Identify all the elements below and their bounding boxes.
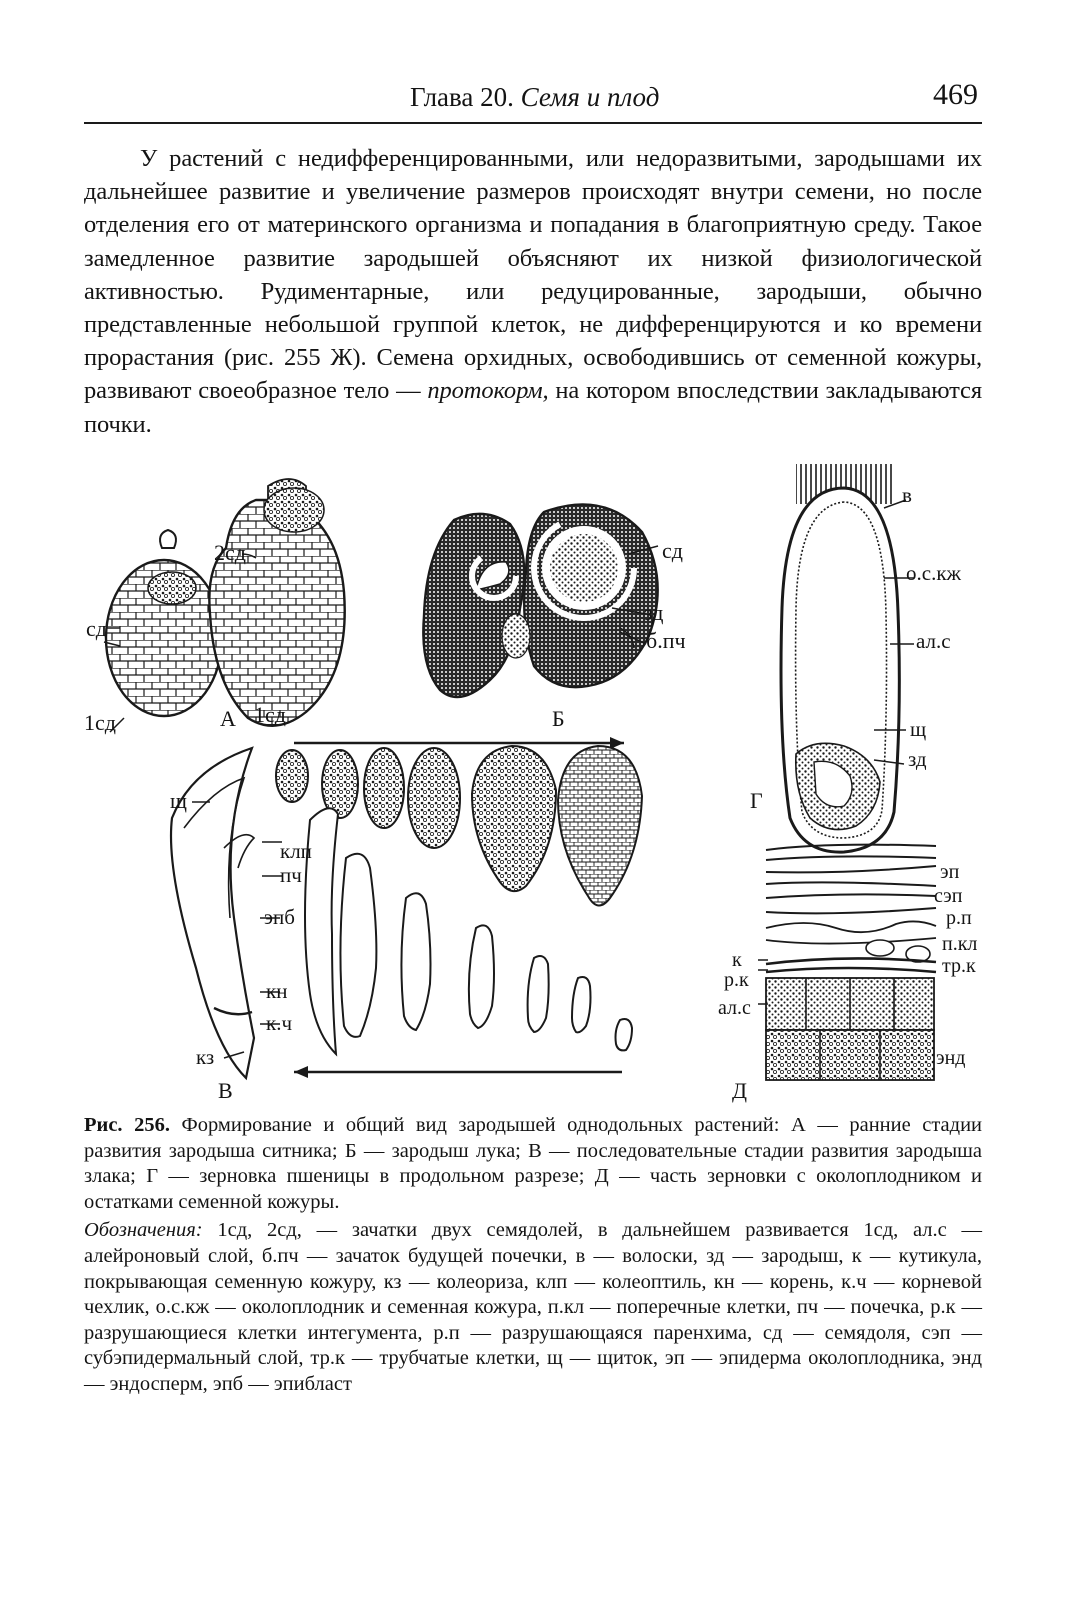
- chapter-title: Семя и плод: [520, 82, 660, 112]
- chapter-number: Глава 20.: [410, 82, 514, 112]
- label-v-epb: эпб: [264, 905, 295, 929]
- label-a-1sd-left: 1сд: [84, 710, 116, 735]
- label-a-2sd: 2сд: [214, 540, 246, 565]
- label-d-ep: эп: [940, 861, 960, 883]
- paragraph: [84, 142, 982, 441]
- label-d-als: ал.с: [718, 997, 751, 1019]
- paragraph-text-end: на котором впоследствии закладываются почки.: [84, 377, 982, 438]
- paragraph-text: У растений с недифференцированными, или недоразвитыми, зародышами их дальнейшее развитие и увеличение размеров происходят внутри семени, но после отделения его от материнского организма и попадания в благоприятную среду. Такое замедленное развитие зародышей объясняют их низкой физиологической активностью. Рудиментарные, или редуцированные, зародыши, обычно представленные небольшой группой клеток, не дифференцируются и ко времени прорастания (рис. 255 Ж). Семена орхидных, освободившись от семенной кожуры, развивают своеобразное тело —: [84, 145, 982, 405]
- running-header: [84, 74, 982, 124]
- label-g-als: ал.с: [916, 629, 951, 653]
- panel-d-drawing: [758, 845, 936, 1080]
- label-v-pch: пч: [280, 863, 302, 887]
- panel-label-a: А: [220, 706, 236, 731]
- panel-v-drawing: [171, 737, 642, 1078]
- label-d-end: энд: [936, 1047, 966, 1069]
- label-d-rp: р.п: [946, 907, 972, 929]
- label-a-sd: сд: [86, 616, 107, 641]
- page-number: 469: [933, 78, 978, 111]
- figure-256: [84, 458, 988, 1108]
- label-a-1sd-right: 1сд: [254, 702, 286, 727]
- legend-text: 1сд, 2сд, — зачатки двух семядолей, в дальнейшем развивается 1сд, ал.с — алейроновый слой, б.пч — зачаток будущей почечки, в — волоски, зд — зародыш, к — кутикула, покрывающая семенную кожуру, кз — колеориза, клп — колеоптиль, кн — корень, к.ч — корневой чехлик, о.с.кж — околоплодник и семенная кожура, п.кл — поперечные клетки, пч — почечка, р.к — разрушающиеся клетки интегумента, р.п — разрушающаяся паренхима, сд — семядоля, сэп — субэпидермальный слой, тр.к — трубчатые клетки, щ — щиток, эп — эпидерма околоплодника, энд — эндосперм, эпб — эпибласт: [84, 1219, 982, 1395]
- label-b-sd: сд: [662, 538, 683, 563]
- label-d-pkl: п.кл: [942, 933, 978, 955]
- label-v-shch: щ: [170, 788, 187, 813]
- caption-label: Рис. 256.: [84, 1114, 170, 1136]
- panel-label-v: В: [218, 1078, 233, 1103]
- legend-paragraph: [84, 1218, 982, 1397]
- term-protocorm: протокорм,: [427, 377, 549, 405]
- label-g-shch: щ: [910, 717, 927, 741]
- panel-g-drawing: [781, 464, 914, 852]
- label-g-zd: зд: [908, 747, 927, 771]
- chapter-heading: [410, 82, 659, 113]
- figure-caption: [84, 1113, 982, 1401]
- panel-a-drawing: [104, 479, 345, 732]
- label-d-sep: сэп: [934, 885, 963, 907]
- panel-label-b: Б: [552, 706, 565, 731]
- panel-label-g: Г: [750, 788, 763, 813]
- label-d-rk: р.к: [724, 969, 749, 991]
- label-v-kz: кз: [196, 1045, 215, 1069]
- label-b-bpch: б.пч: [646, 628, 686, 653]
- figure-illustration: [84, 458, 988, 1108]
- label-g-oskzh: о.с.кж: [906, 561, 962, 585]
- label-v-kn: кн: [266, 979, 288, 1003]
- panel-b-drawing: [423, 504, 658, 697]
- label-v-klp: клп: [280, 839, 312, 863]
- caption-paragraph: [84, 1113, 982, 1215]
- caption-text: Формирование и общий вид зародышей однодольных растений: А — ранние стадии развития зародыша ситника; Б — зародыш лука; В — последовательные стадии развития зародыша злака; Г — зерновка пшеницы в продольном разрезе; Д — часть зерновки с околоплодником и остатками семенной кожуры.: [84, 1114, 983, 1213]
- legend-label: Обозначения:: [84, 1219, 203, 1242]
- label-d-trk: тр.к: [942, 955, 976, 977]
- label-v-kch: к.ч: [266, 1011, 293, 1035]
- label-d-k: к: [732, 949, 742, 971]
- panel-label-d: Д: [732, 1078, 748, 1103]
- body-paragraph: [84, 142, 982, 441]
- label-b-zd: зд: [644, 600, 664, 625]
- label-g-v: в: [902, 483, 912, 507]
